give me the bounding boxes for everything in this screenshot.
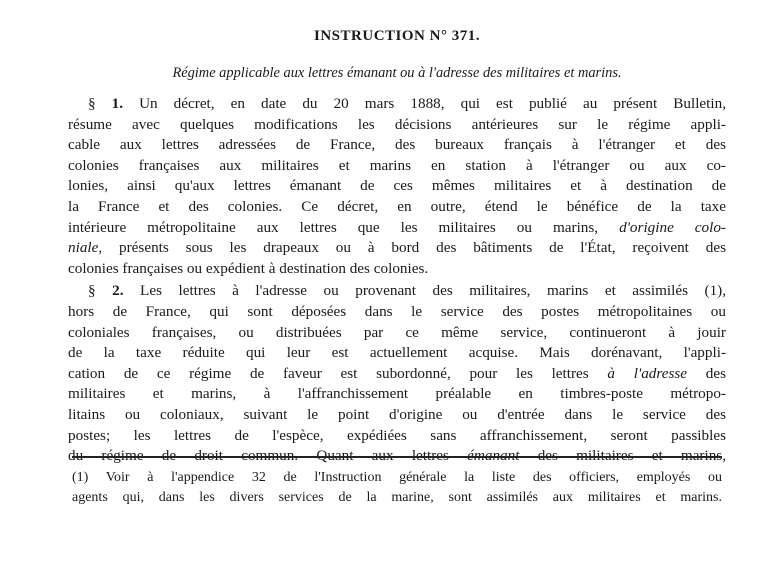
paragraph-1-line-9: colonies françaises ou expédient à destination des colonies. <box>68 259 429 277</box>
paragraph-2-text: des <box>705 364 727 382</box>
paragraph-1-text: intérieure métropolitaine aux lettres que les militaires ou marins, <box>68 218 599 236</box>
section-number: 1. <box>111 95 124 112</box>
paragraph-2-text: cation de ce régime de faveur est subordonné, pour les lettres <box>68 364 589 382</box>
footnote-line-1: (1) Voir à l'appendice 32 de l'Instruction générale la liste des officiers, employés ou <box>72 470 722 485</box>
paragraph-1-line-2: résume avec quelques modifications les décisions antérieures sur le régime appli- <box>68 115 726 133</box>
italic-text: à l'adresse <box>607 364 688 382</box>
paragraph-1-line-4: colonies françaises aux militaires et marins en station à l'étranger ou aux co- <box>68 156 726 174</box>
paragraph-2-line-4: de la taxe réduite qui leur est actuellement acquise. Mais dorénavant, l'appli- <box>68 344 726 362</box>
page-subtitle: Régime applicable aux lettres émanant ou à l'adresse des militaires et marins. <box>172 65 622 81</box>
paragraph-2-text: du régime de droit commun. Quant aux lettres <box>68 447 449 465</box>
paragraph-2 <box>68 281 726 466</box>
footnote <box>72 468 722 508</box>
paragraph-1 <box>68 94 726 279</box>
section-number: 2. <box>112 282 124 300</box>
paragraph-1-line-5: lonies, ainsi qu'aux lettres émanant de ces mêmes militaires et à destination de <box>68 177 726 195</box>
paragraph-2-line-7: litains ou coloniaux, suivant le point d'origine ou d'entrée dans le service des <box>68 405 726 423</box>
document-page <box>68 22 726 467</box>
paragraph-1-text: Un décret, en date du 20 mars 1888, qui est publié au présent Bulletin, <box>139 95 726 112</box>
paragraph-1-line-6: la France et des colonies. Ce décret, en outre, étend le bénéfice de la taxe <box>68 197 726 215</box>
paragraph-2-text: des militaires et marins, <box>537 447 727 465</box>
paragraph-1-line-1 <box>68 94 726 115</box>
section-marker: § <box>88 95 96 112</box>
paragraph-2-text: Les lettres à l'adresse ou provenant des militaires, marins et assimilés (1), <box>140 282 727 300</box>
footnote-divider <box>72 456 722 458</box>
paragraph-1-line-3: cable aux lettres adressées de France, des bureaux français à l'étranger et des <box>68 136 726 154</box>
italic-text: niale <box>68 239 99 257</box>
paragraph-1-text: , présents sous les drapeaux ou à bord des bâtiments de l'État, reçoivent des <box>98 239 726 257</box>
italic-text: émanant <box>467 447 520 465</box>
paragraph-2-line-3: coloniales françaises, ou distribuées par ce même service, continueront à jouir <box>68 323 726 341</box>
page-title: INSTRUCTION N° 371. <box>314 28 480 44</box>
paragraph-1-line-7 <box>68 218 726 239</box>
paragraph-2-line-8: postes; les lettres de l'espèce, expédiées sans affranchissement, seront passibles <box>68 426 726 444</box>
footnote-line-2: agents qui, dans les divers services de la marine, sont assimilés aux militaires et marins. <box>72 490 722 505</box>
paragraph-2-line-1 <box>68 281 726 302</box>
paragraph-2-line-5 <box>68 364 726 385</box>
paragraph-2-line-2: hors de France, qui sont déposées dans le service des postes métropolitaines ou <box>68 302 726 320</box>
paragraph-1-line-8 <box>68 238 726 259</box>
paragraph-2-line-6: militaires et marins, à l'affranchissement préalable en timbres-poste métropo- <box>68 385 726 403</box>
italic-text: d'origine colo- <box>619 218 726 236</box>
section-marker: § <box>88 282 96 300</box>
